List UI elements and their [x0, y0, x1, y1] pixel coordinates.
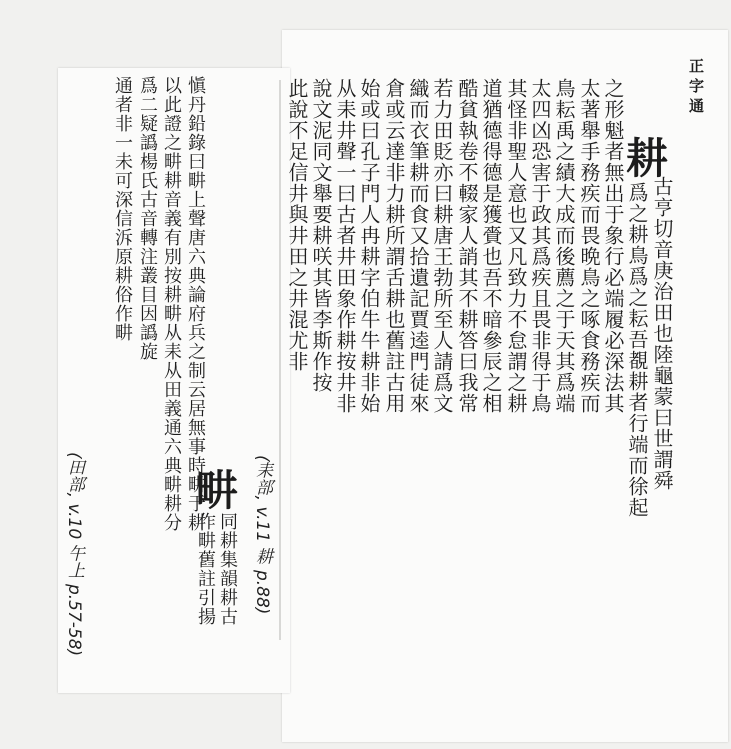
main-entry-column: 鳥耘禹之績大成而後薦之于天其爲端: [552, 78, 576, 414]
main-entry-column: 道猶德得德是獲賫也吾不暗參辰之相: [479, 78, 503, 414]
main-entry-column: 太著舉手務疾而畏晩鳥之啄食務疾而: [577, 78, 601, 414]
main-entry-column: 酷貧執卷不輟家人誚其不耕答曰我常: [455, 78, 479, 414]
main-entry-column: 始或曰孔子門人冉耕字伯牛牛耕非始: [357, 78, 381, 414]
second-entry-column: 通者非一未可深信泝原耕俗作畊: [112, 76, 133, 342]
main-entry-column: 太四凶恐害于政其爲疾且畏非得于鳥: [528, 78, 552, 414]
main-entry-column: 其怪非聖人意也又凡致力不怠謂之耕: [504, 78, 528, 414]
second-head-note: 作畊舊註引揚: [195, 512, 216, 626]
second-source-note: (田部, v.10 午上 p.57-58): [64, 452, 84, 657]
main-entry-column: 之形魁者無出于象行必端履必深法其: [601, 78, 625, 414]
main-entry-column: 从耒井聲一曰古者井田象作耕按井非: [333, 78, 357, 414]
second-entry-column: 爲二疑譌楊氏古音轉注叢目因譌旋: [137, 76, 158, 361]
main-entry-column: 此說不足信井與井田之井混尤非: [285, 78, 309, 372]
main-entry-column: 古亨切音庚治田也陸龜蒙曰世謂舜: [650, 176, 674, 491]
book-title: 正字通: [687, 58, 705, 118]
main-entry-column: 若力田貶亦曰耕唐王勃所至人請爲文: [430, 78, 454, 414]
main-entry-column: 倉或云達非力耕所謂舌耕也舊註古用: [382, 78, 406, 414]
second-entry-column: 愼丹鉛錄曰畊上聲唐六典論府兵之制云居無事時畊于耕: [185, 76, 206, 532]
second-entry-column: 以此證之畊耕音義有別按耕畊从耒从田義通六典畊耕分: [161, 76, 182, 532]
main-entry-column: 爲之耕鳥爲之耘吾覩耕者行端而徐起: [625, 182, 649, 518]
main-headword: 耕: [626, 134, 669, 183]
second-head-note: 同耕集韻耕古: [217, 512, 238, 626]
main-entry-column: 說文泥同文舉要耕咲其皆李斯作按: [309, 78, 333, 393]
second-headword: 畊: [196, 466, 239, 515]
paper-crease: [279, 80, 281, 640]
main-entry-column: 織而衣筆耕而食又拾遺記賈逵門徒來: [406, 78, 430, 414]
main-source-note: (耒部, v.11 耕 p.88): [252, 455, 272, 615]
